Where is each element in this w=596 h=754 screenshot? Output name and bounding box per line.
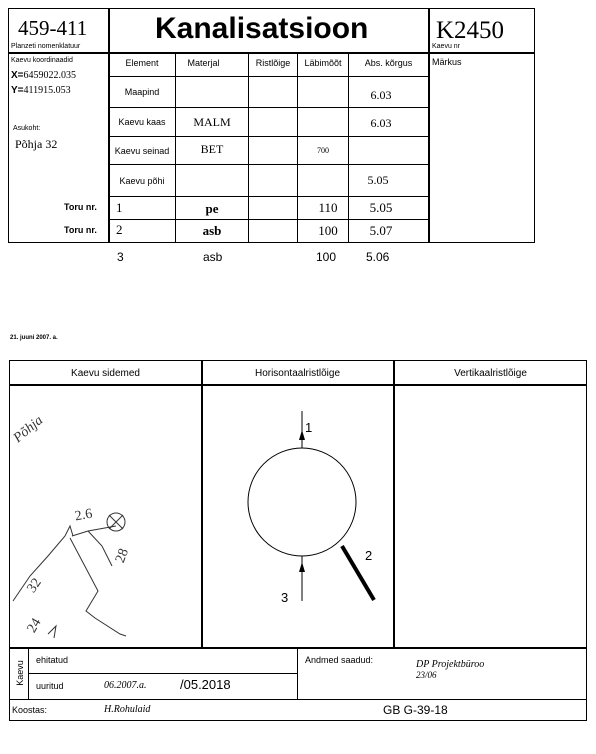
pipe-material: asb — [203, 250, 223, 264]
author-value: H.Rohulaid — [104, 704, 151, 715]
document-code: GB G-39-18 — [383, 703, 448, 717]
measured-label: uuritud — [36, 681, 64, 691]
row-diameter: 700 — [317, 146, 329, 155]
pipe-number: 3 — [117, 250, 124, 264]
row-height: 6.03 — [370, 87, 392, 102]
divider — [393, 360, 395, 648]
location-label: Asukoht: — [13, 125, 41, 132]
sketch-measure: 28 — [113, 546, 132, 565]
pipe-1-label: 1 — [305, 420, 313, 435]
date-note: 21. juuni 2007. a. — [10, 335, 58, 341]
pipe-diameter: 100 — [318, 223, 338, 238]
sketch-line — [88, 531, 112, 566]
pipe-label: Toru nr. — [64, 202, 97, 212]
well-circle — [248, 448, 356, 556]
pipe-height: 5.06 — [366, 250, 390, 264]
row-material: MALM — [193, 115, 231, 129]
sketch-measure: 2.6 — [73, 506, 94, 525]
y-label: Y= — [11, 85, 24, 96]
pipe-height: 5.07 — [369, 223, 393, 238]
sketch-street-label: Põhja — [10, 413, 47, 447]
row-element: Kaevu kaas — [118, 116, 166, 127]
header-abs-height: Abs. kõrgus — [364, 58, 413, 68]
section-title-vertical: Vertikaalristlõige — [454, 367, 527, 379]
data-source-value: DP Projektbüroo — [416, 659, 485, 670]
y-value: 411915.053 — [23, 85, 71, 96]
footer-side-label: Kaevu — [14, 660, 25, 686]
pipe-diameter: 110 — [318, 200, 338, 215]
page-title: Kanalisatsioon — [155, 12, 369, 45]
measured-value: 06.2007.a. — [104, 680, 147, 691]
sketch-line — [13, 526, 73, 601]
coords-label: Kaevu koordinaadid — [11, 57, 73, 64]
y-coordinate — [11, 85, 71, 96]
pipe-height: 5.05 — [369, 200, 393, 215]
divider — [248, 52, 249, 243]
x-label: X= — [11, 70, 24, 81]
section-title-horizontal: Horisontaalristlõige — [254, 367, 341, 379]
divider — [9, 699, 587, 700]
pipe-3-arrow — [299, 562, 305, 572]
divider — [297, 648, 298, 699]
row-element: Kaevu põhi — [119, 175, 165, 186]
well-number: K2450 — [436, 17, 505, 44]
section-title-connections: Kaevu sidemed — [71, 367, 140, 379]
x-coordinate — [11, 70, 76, 81]
header-diameter: Läbimõõt — [304, 58, 342, 68]
pipe-material: asb — [202, 223, 222, 238]
x-value: 6459022.035 — [23, 70, 77, 81]
header-material: Materjal — [187, 58, 220, 68]
header-cross-section: Ristlõige — [255, 58, 291, 68]
sketch-arrow — [48, 626, 56, 638]
row-height: 5.05 — [367, 173, 389, 187]
nomenclature-number: 459-411 — [18, 16, 88, 40]
pipe-label: Toru nr. — [64, 225, 97, 235]
divider — [428, 8, 430, 243]
divider — [9, 647, 587, 649]
well-number-label: Kaevu nr — [432, 43, 461, 50]
pipe-3-label: 3 — [281, 590, 289, 605]
pipe-number: 2 — [116, 222, 123, 237]
pipe-number: 1 — [116, 200, 123, 215]
row-material: BET — [200, 142, 224, 156]
measured-update: /05.2018 — [180, 677, 231, 692]
sketch-measure: 24 — [24, 615, 45, 636]
author-label: Koostas: — [12, 705, 48, 715]
header-remarks: Märkus — [432, 57, 462, 67]
pipe-2-label: 2 — [365, 548, 373, 563]
data-source-label: Andmed saadud: — [305, 655, 374, 665]
horizontal-section-diagram — [202, 386, 393, 646]
header-element: Element — [125, 58, 159, 68]
row-height: 6.03 — [370, 116, 392, 130]
pipe-material: pe — [205, 201, 219, 216]
divider — [28, 673, 297, 674]
data-source-date: 23/06 — [416, 670, 437, 680]
pipe-diameter: 100 — [316, 250, 337, 264]
sketch-measure: 32 — [24, 575, 45, 596]
built-label: ehitatud — [36, 655, 69, 665]
row-element: Maapind — [124, 87, 160, 97]
row-element: Kaevu seinad — [114, 145, 170, 156]
location-value: Põhja 32 — [15, 137, 58, 151]
nomenclature-label: Planzeti nomenklatuur — [11, 43, 81, 50]
